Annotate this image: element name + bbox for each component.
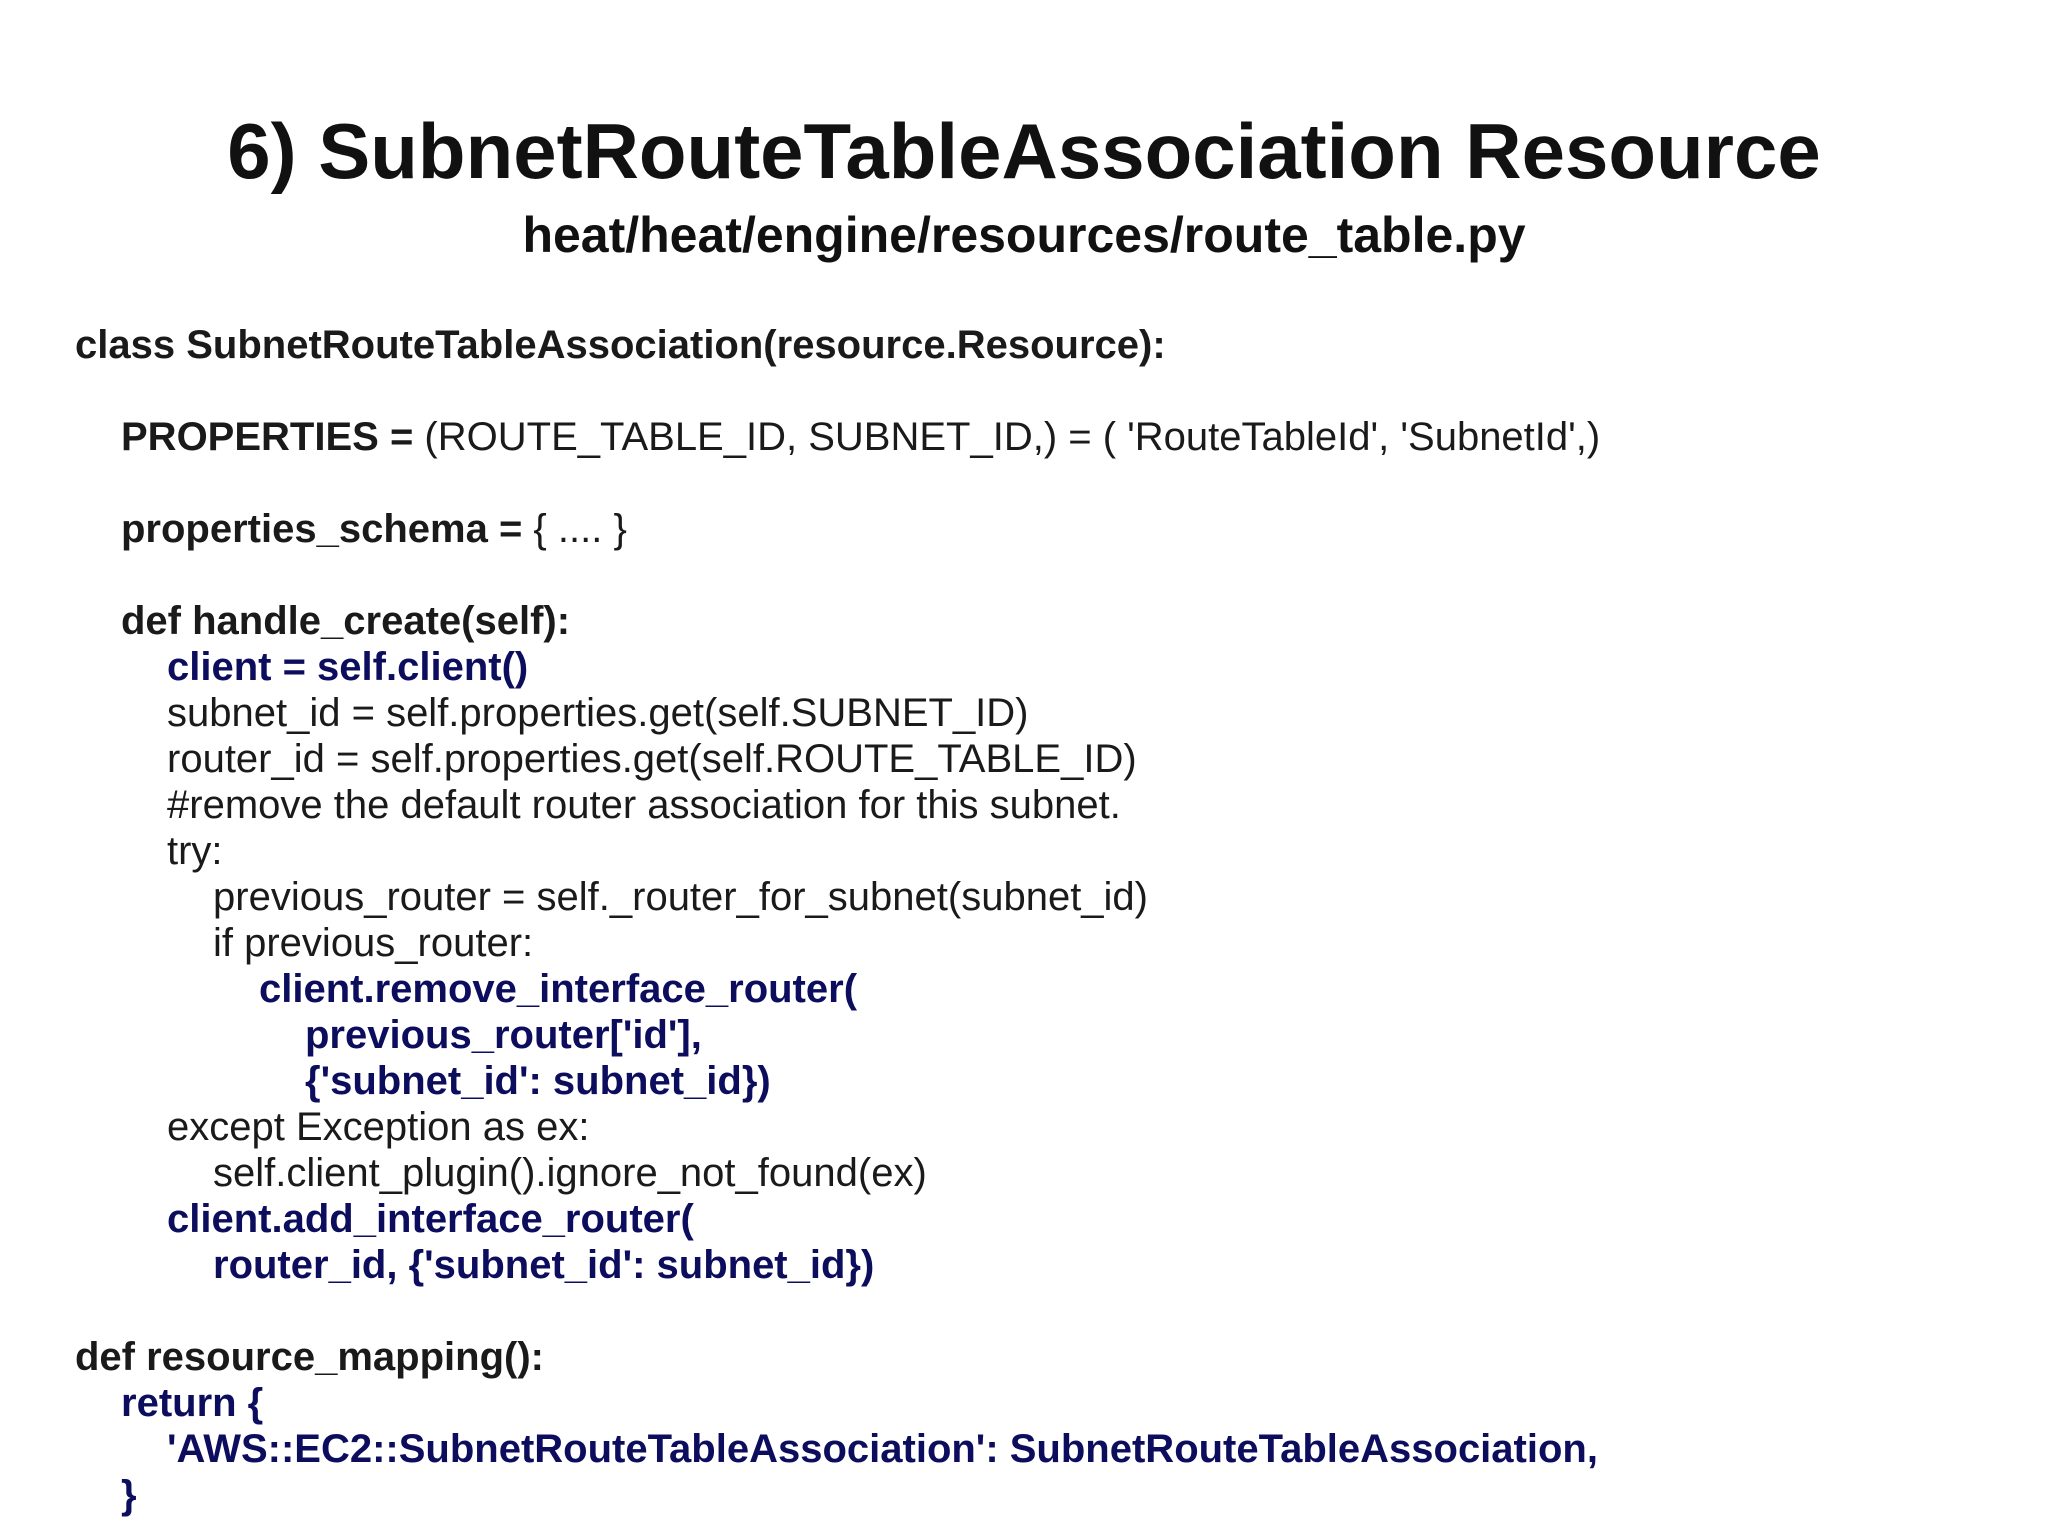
- blank-line: [75, 552, 2015, 598]
- properties-line: [75, 414, 2015, 460]
- ignore-not-found-line: self.client_plugin().ignore_not_found(ex): [213, 1151, 927, 1195]
- closing-brace: }: [121, 1473, 137, 1517]
- except-line: except Exception as ex:: [167, 1105, 590, 1149]
- resource-mapping-def: def resource_mapping():: [75, 1335, 544, 1379]
- try-line: try:: [167, 829, 223, 873]
- mapping-entry: 'AWS::EC2::SubnetRouteTableAssociation': SubnetRouteTableAssociation,: [167, 1427, 1598, 1471]
- previous-router-line: previous_router = self._router_for_subnet(subnet_id): [213, 875, 1148, 919]
- blank-line: [75, 368, 2015, 414]
- client-line: client = self.client(): [167, 645, 529, 689]
- add-interface-args: router_id, {'subnet_id': subnet_id}): [213, 1243, 875, 1287]
- return-line: return {: [121, 1381, 264, 1425]
- subnet-id-line: subnet_id = self.properties.get(self.SUBNET_ID): [167, 691, 1029, 735]
- slide-title: 6) SubnetRouteTableAssociation Resource: [227, 107, 1821, 195]
- code-block: [75, 322, 2015, 1518]
- properties-value: (ROUTE_TABLE_ID, SUBNET_ID,) = ( 'RouteTableId', 'SubnetId',): [424, 415, 1601, 459]
- remove-arg-router: previous_router['id'],: [305, 1013, 702, 1057]
- router-id-line: router_id = self.properties.get(self.ROUTE_TABLE_ID): [167, 737, 1137, 781]
- class-declaration: class SubnetRouteTableAssociation(resource.Resource):: [75, 323, 1166, 367]
- if-line: if previous_router:: [213, 921, 534, 965]
- remove-arg-subnet: {'subnet_id': subnet_id}): [305, 1059, 771, 1103]
- blank-line: [75, 460, 2015, 506]
- handle-create-def: def handle_create(self):: [121, 599, 571, 643]
- schema-line: [75, 506, 2015, 552]
- comment-line: #remove the default router association for this subnet.: [167, 783, 1121, 827]
- remove-interface-line: client.remove_interface_router(: [259, 967, 858, 1011]
- schema-keyword: properties_schema =: [121, 507, 534, 551]
- blank-line: [75, 1288, 2015, 1334]
- schema-value: { .... }: [533, 507, 627, 551]
- properties-keyword: PROPERTIES =: [121, 415, 425, 459]
- add-interface-line: client.add_interface_router(: [167, 1197, 694, 1241]
- file-path-subtitle: heat/heat/engine/resources/route_table.py: [522, 207, 1526, 263]
